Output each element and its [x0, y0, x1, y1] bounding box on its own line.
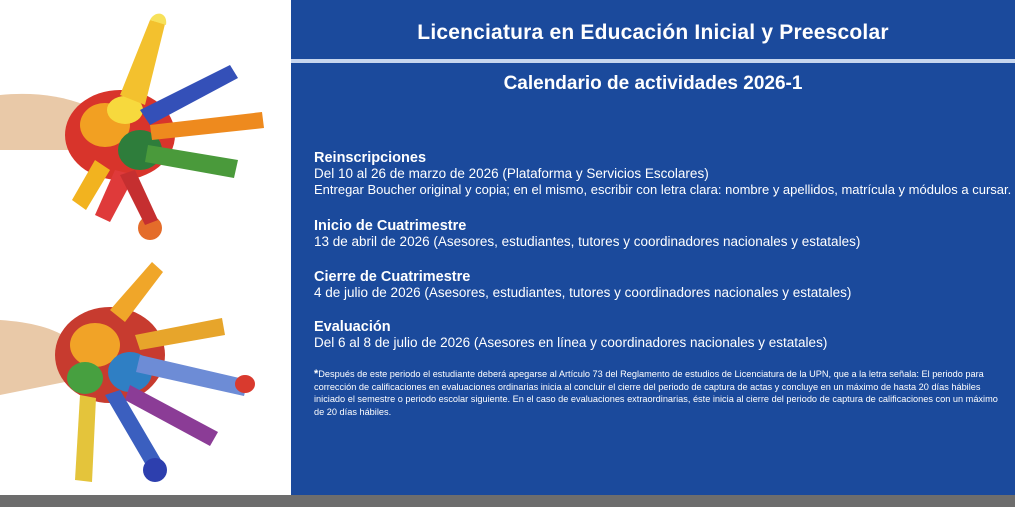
section-evaluacion [314, 319, 827, 351]
section-heading: Cierre de Cuatrimestre [314, 269, 471, 285]
section-line: 13 de abril de 2026 (Asesores, estudiantes, tutores y coordinadores nacionales y estatales) [314, 234, 861, 249]
section-line: Entregar Boucher original y copia; en el mismo, escribir con letra clara: nombre y apellidos, matrícula y módulos a cursar. [314, 182, 1012, 197]
title-divider [291, 59, 1015, 63]
lower-hand [0, 262, 255, 482]
footnote-marker: * [314, 368, 319, 380]
calendar-panel [291, 0, 1015, 495]
section-heading: Evaluación [314, 319, 391, 335]
section-reinscripciones [314, 150, 1011, 198]
calendar-subtitle: Calendario de actividades 2026-1 [503, 73, 803, 94]
section-line: Del 10 al 26 de marzo de 2026 (Plataforma y Servicios Escolares) [314, 166, 709, 181]
page-title: Licenciatura en Educación Inicial y Preescolar [417, 21, 889, 44]
section-line: Del 6 al 8 de julio de 2026 (Asesores en línea y coordinadores nacionales y estatales) [314, 335, 828, 350]
bottom-bar [0, 495, 1015, 507]
painted-hands-image [0, 0, 291, 495]
section-inicio [314, 218, 860, 250]
footnote-text: Después de este periodo el estudiante deberá apegarse al Artículo 73 del Reglamento de estudios de Licenciatura de la UPN, que a la letra señala: El periodo para corrección de calificaciones en evaluaciones ordinarias inicia al concluir el cierre del periodo de captura de actas y concluye en un máximo de hasta 20 días hábiles iniciado el semestre o periodo escolar siguiente. En el caso de evaluaciones extraordinarias, éste inicia al cierre del periodo de captura de calificaciones con un máximo de 20 días hábiles. [314, 369, 998, 417]
footnote [314, 368, 1004, 418]
section-cierre [314, 269, 851, 301]
section-line: 4 de julio de 2026 (Asesores, estudiantes, tutores y coordinadores nacionales y estatales) [314, 285, 852, 300]
painted-hands-icon [0, 0, 291, 495]
section-heading: Inicio de Cuatrimestre [314, 218, 467, 234]
upper-hand [0, 14, 264, 240]
section-heading: Reinscripciones [314, 150, 427, 166]
